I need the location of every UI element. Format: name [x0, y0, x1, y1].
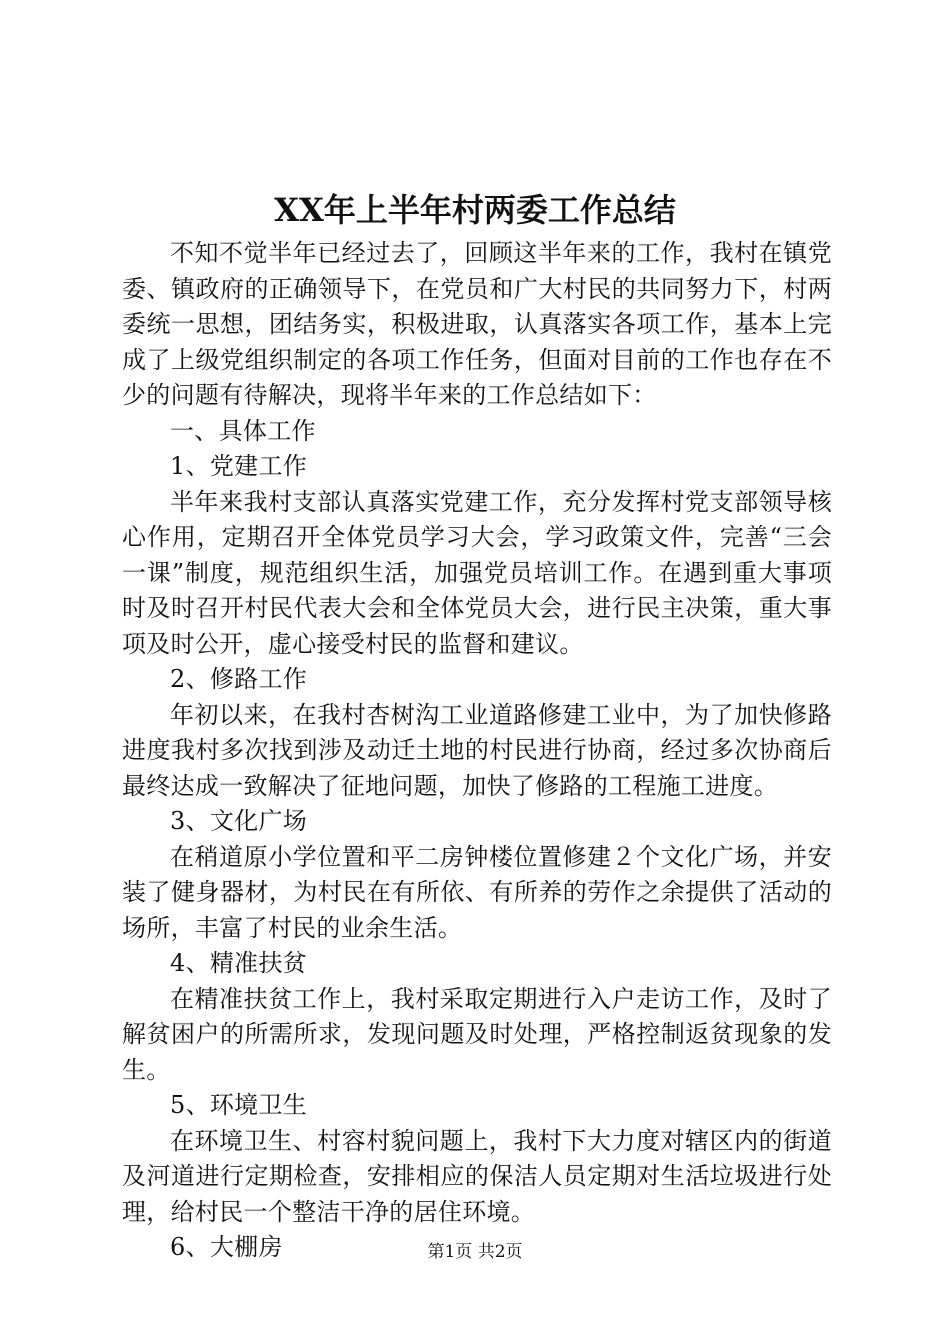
document-title: XX年上半年村两委工作总结 — [274, 191, 676, 229]
section-heading-culture-square: 3、文化广场 — [170, 807, 308, 835]
section-heading-specific-work: 一、具体工作 — [170, 416, 316, 445]
section-heading-greenhouse: 6、大棚房 — [170, 1233, 283, 1261]
section-heading-poverty-alleviation: 4、精准扶贫 — [170, 949, 308, 977]
document-body — [122, 236, 832, 1266]
paragraph-environment: 在环境卫生、村容村貌问题上，我村下大力度对辖区内的街道及河道进行定期检查，安排相应的保洁人员定期对生活垃圾进行处理，给村民一个整洁干净的居住环境。 — [122, 1126, 832, 1226]
paragraph-intro: 不知不觉半年已经过去了，回顾这半年来的工作，我村在镇党委、镇政府的正确领导下，在党员和广大村民的共同努力下，村两委统一思想，团结务实，积极进取，认真落实各项工作，基本上完成了上级党组织制定的各项工作任务，但面对目前的工作也存在不少的问题有待解决，现将半年来的工作总结如下： — [122, 239, 832, 409]
section-heading-road-work: 2、修路工作 — [170, 665, 308, 693]
paragraph-culture-square: 在稍道原小学位置和平二房钟楼位置修建２个文化广场，并安装了健身器材，为村民在有所依、有所养的劳作之余提供了活动的场所，丰富了村民的业余生活。 — [122, 842, 832, 942]
paragraph-party-building: 半年来我村支部认真落实党建工作，充分发挥村党支部领导核心作用，定期召开全体党员学习大会，学习政策文件，完善“三会一课”制度，规范组织生活，加强党员培训工作。在遇到重大事项时及时召开村民代表大会和全体党员大会，进行民主决策，重大事项及时公开，虚心接受村民的监督和建议。 — [122, 487, 832, 658]
section-heading-party-building: 1、党建工作 — [170, 452, 308, 480]
paragraph-poverty-alleviation: 在精准扶贫工作上，我村采取定期进行入户走访工作，及时了解贫困户的所需所求，发现问题及时处理，严格控制返贫现象的发生。 — [122, 984, 832, 1084]
paragraph-road-work: 年初以来，在我村杏树沟工业道路修建工业中，为了加快修路进度我村多次找到涉及动迁土地的村民进行协商，经过多次协商后最终达成一致解决了征地问题，加快了修路的工程施工进度。 — [122, 700, 832, 800]
section-heading-environment: 5、环境卫生 — [170, 1091, 308, 1119]
page-number-footer: 第1页 共2页 — [427, 1242, 523, 1262]
